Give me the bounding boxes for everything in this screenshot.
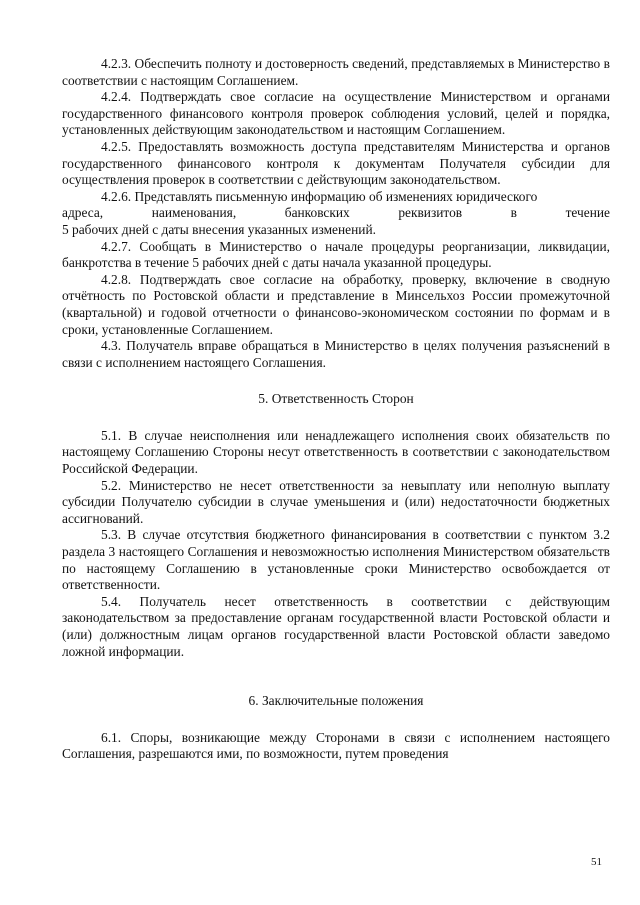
paragraph-4-3: 4.3. Получатель вправе обращаться в Министерство в целях получения разъяснений в связи с исполнением настоящего Соглашения. <box>62 338 610 370</box>
paragraph-4-2-8: 4.2.8. Подтверждать свое согласие на обработку, проверку, включение в сводную отчётность по Ростовской области и представление в Минсельхоз России промежуточной (квартальной) и годовой отчетности о финансово-экономическом состоянии по формам и в сроки, установленные Соглашением. <box>62 271 610 337</box>
paragraph-5-1: 5.1. В случае неисполнения или ненадлежащего исполнения своих обязательств по настоящему Соглашению Стороны несут ответственность в соответствии с законодательством Российской Федерации. <box>62 427 610 477</box>
word: наименования, <box>151 205 237 221</box>
paragraph-4-2-6 <box>62 189 610 239</box>
paragraph-4-2-4: 4.2.4. Подтверждать свое согласие на осуществление Министерством и органами государственного финансового контроля проверок соблюдения условий, целей и порядка, установленных действующим законодательством и настоящим Соглашением. <box>62 89 610 138</box>
paragraph-6-1: 6.1. Споры, возникающие между Сторонами в связи с исполнением настоящего Соглашения, разрешаются ими, по возможности, путем проведения <box>62 729 610 762</box>
section-5-heading: 5. Ответственность Сторон <box>258 391 414 407</box>
paragraph-4-2-3: 4.2.3. Обеспечить полноту и достоверность сведений, представляемых в Министерство в соответствии с настоящим Соглашением. <box>62 56 610 88</box>
word: в <box>510 205 517 221</box>
page-number: 51 <box>591 856 602 868</box>
document-body <box>62 56 610 763</box>
word: банковских <box>284 205 350 221</box>
section-6-heading: 6. Заключительные положения <box>248 693 424 709</box>
paragraph-4-2-7: 4.2.7. Сообщать в Министерство о начале процедуры реорганизации, ликвидации, банкротства в течение 5 рабочих дней с даты начала указанной процедуры. <box>62 238 610 271</box>
paragraph-4-2-6-line-3: 5 рабочих дней с даты внесения указанных изменений. <box>62 221 376 237</box>
word: реквизитов <box>398 205 463 221</box>
paragraph-5-3: 5.3. В случае отсутствия бюджетного финансирования в соответствии с пунктом 3.2 раздела 3 настоящего Соглашения и невозможностью исполнения Министерством обязательств по настоящему Соглашению в установленные сроки Министерство освобождается от ответственности. <box>62 527 610 593</box>
paragraph-4-2-6-line-1: 4.2.6. Представлять письменную информацию об изменениях юридического <box>101 188 538 204</box>
paragraph-5-2: 5.2. Министерство не несет ответственности за невыплату или неполную выплату субсидии Получателю субсидии в случае уменьшения и (или) недостаточности бюджетных ассигнований. <box>62 477 610 526</box>
paragraph-5-4: 5.4. Получатель несет ответственность в соответствии с действующим законодательством за предоставление органам государственной власти Ростовской области и (или) должностным лицам органов государственной власти Ростовской области заведомо ложной информации. <box>62 593 610 659</box>
paragraph-4-2-6-line-2 <box>62 205 610 222</box>
word: течение <box>565 205 610 221</box>
word: адреса, <box>62 205 104 221</box>
paragraph-4-2-5: 4.2.5. Предоставлять возможность доступа представителям Министерства и органов государственного финансового контроля к документам Получателя субсидии для осуществления проверок в соответствии с действующим законодательством. <box>62 138 610 188</box>
